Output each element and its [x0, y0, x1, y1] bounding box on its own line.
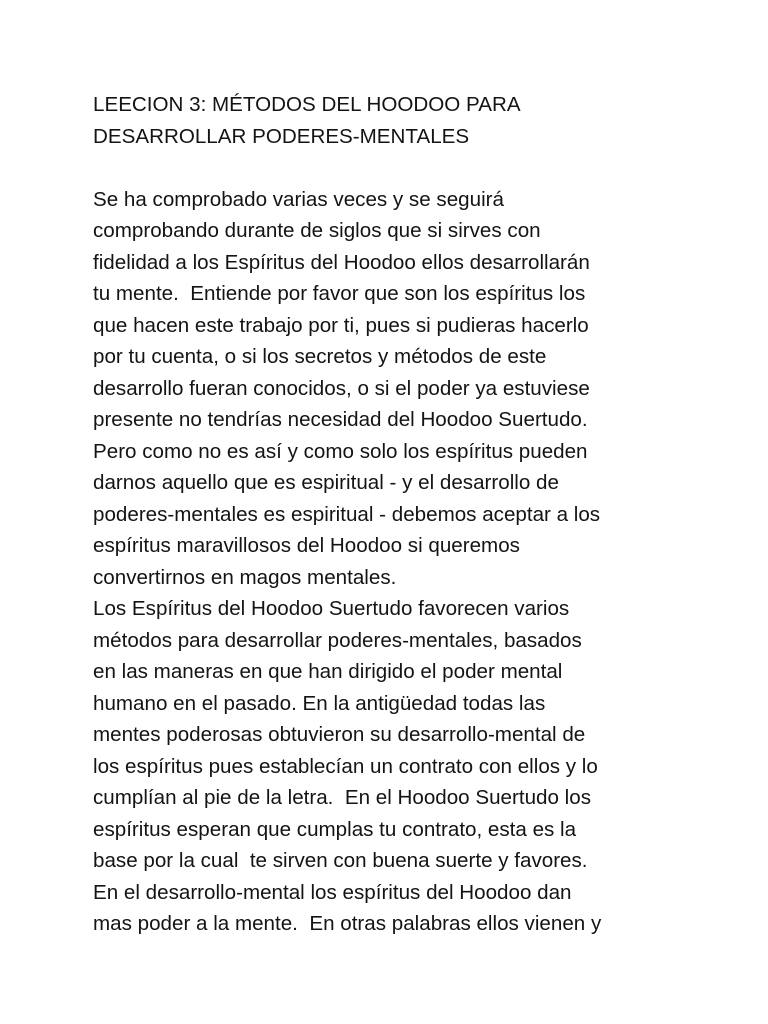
- blank-spacer: [93, 152, 733, 184]
- body-line: Los Espíritus del Hoodoo Suertudo favorecen varios: [93, 597, 570, 620]
- body-line: En el desarrollo-mental los espíritus del Hoodoo dan: [93, 880, 572, 904]
- body-line: Se ha comprobado varias veces y se seguirá: [93, 187, 504, 211]
- document-text: [93, 89, 733, 940]
- body-line: los espíritus pues establecían un contrato con ellos y lo: [93, 754, 598, 778]
- body-line: espíritus maravillosos del Hoodoo si queremos: [93, 534, 520, 557]
- body-line: métodos para desarrollar poderes-mentales, basados: [93, 628, 582, 652]
- body-line: poderes-mentales es espiritual - debemos aceptar a los: [93, 502, 601, 526]
- body-line: mentes poderosas obtuvieron su desarrollo-mental de: [93, 723, 586, 746]
- body-line: espíritus esperan que cumplas tu contrato, esta es la: [93, 817, 577, 841]
- title-line-2: DESARROLLAR PODERES-MENTALES: [93, 124, 470, 148]
- body-line: darnos aquello que es espiritual - y el desarrollo de: [93, 471, 559, 494]
- body-line: por tu cuenta, o si los secretos y métodos de este: [93, 345, 547, 368]
- body-line: humano en el pasado. En la antigüedad todas las: [93, 691, 546, 715]
- body-line: cumplían al pie de la letra. En el Hoodoo Suertudo los: [93, 786, 591, 809]
- body-line: mas poder a la mente. En otras palabras ellos vienen y: [93, 912, 602, 935]
- body-line: Pero como no es así y como solo los espíritus pueden: [93, 439, 588, 463]
- body-line: desarrollo fueran conocidos, o si el poder ya estuviese: [93, 376, 590, 400]
- body-line: en las maneras en que han dirigido el poder mental: [93, 660, 563, 683]
- body-line: base por la cual te sirven con buena suerte y favores.: [93, 849, 588, 872]
- body-line: comprobando durante de siglos que si sirves con: [93, 219, 541, 242]
- body-line: convertirnos en magos mentales.: [93, 565, 397, 589]
- body-line: fidelidad a los Espíritus del Hoodoo ellos desarrollarán: [93, 250, 590, 274]
- body-line: presente no tendrías necesidad del Hoodoo Suertudo.: [93, 408, 588, 431]
- body-line: que hacen este trabajo por ti, pues si pudieras hacerlo: [93, 313, 589, 337]
- title-line-1: LEECION 3: MÉTODOS DEL HOODOO PARA: [93, 93, 521, 116]
- body-line: tu mente. Entiende por favor que son los espíritus los: [93, 282, 586, 305]
